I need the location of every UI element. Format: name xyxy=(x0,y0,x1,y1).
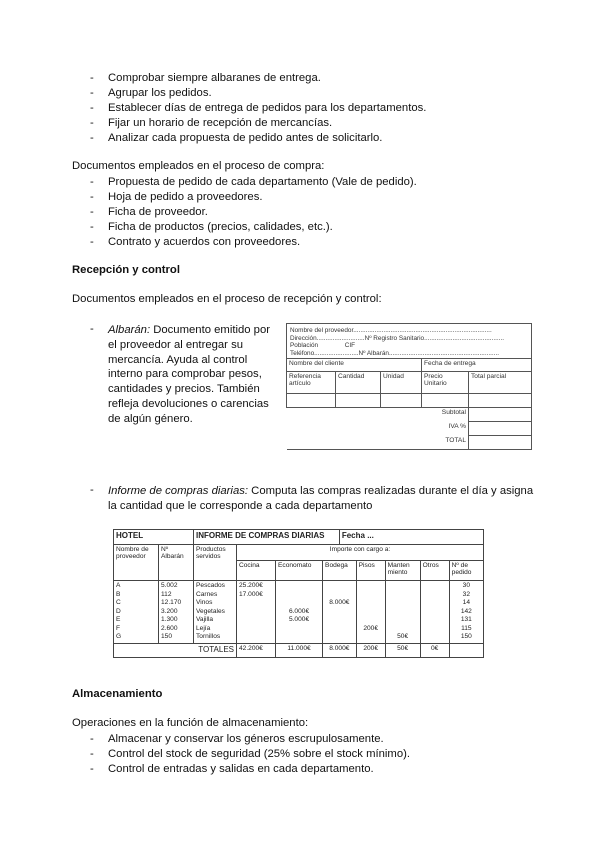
col-header: Manten miento xyxy=(385,561,420,581)
col-header: Cocina xyxy=(237,561,276,581)
col-header: Bodega xyxy=(323,561,357,581)
docs-purchase-intro: Documentos empleados en el proceso de compra: xyxy=(72,160,325,172)
total-cell: 0€ xyxy=(420,643,449,657)
pedido-column: 30 32 14 142 131 115 150 xyxy=(449,581,483,644)
col-header: Cantidad xyxy=(336,372,381,394)
importe-header: Importe con cargo a: xyxy=(237,545,484,561)
total-cell: 11.000€ xyxy=(276,643,323,657)
col-header: Productos servidos xyxy=(194,545,237,581)
col-header: Unidad xyxy=(381,372,422,394)
dash: - xyxy=(90,484,94,496)
col-header: Nº de pedido xyxy=(449,561,483,581)
total-label: TOTAL xyxy=(287,436,469,450)
products-column: Pescados Carnes Vinos Vegetales Vajilla Lejía Tornillos xyxy=(194,581,237,644)
col-header: Otros xyxy=(420,561,449,581)
informe-term: Informe de compras diarias: xyxy=(108,485,249,497)
economato-column: 6.000€ 5.000€ xyxy=(276,581,323,644)
total-cell: 8.000€ xyxy=(323,643,357,657)
albaran-description: Albarán: Documento emitido por el proveedor al entregar su mercancía. Ayuda al control interno para comprobar pesos, cantidades y precios. También refleja devoluciones o carencias de algún género. xyxy=(108,324,271,425)
supplier-block: Nombre del proveedor.............................................................................. Dirección...........................Nº Registro Sanitario............................................. Población CIF Teléfono.........................Nº Albarán.............................................................. xyxy=(286,323,532,358)
reception-intro: Documentos empleados en el proceso de recepción y control: xyxy=(72,293,382,305)
dash: - xyxy=(90,323,94,335)
col-header: Nº Albarán xyxy=(159,545,194,581)
albaran-term: Albarán: xyxy=(108,324,151,336)
mantenimiento-column: 50€ xyxy=(385,581,420,644)
col-header: Economato xyxy=(276,561,323,581)
col-header: Referencia artículo xyxy=(287,372,336,394)
informe-description: Informe de compras diarias: Computa las compras realizadas durante el día y asigna la cantidad que le corresponde a cada departamento xyxy=(108,485,534,512)
albaran-table xyxy=(286,358,532,450)
report-title: INFORME DE COMPRAS DIARIAS xyxy=(194,530,340,545)
col-header: Nombre de proveedor xyxy=(114,545,159,581)
bodega-column: 8.000€ xyxy=(323,581,357,644)
albaran-column: 5.002 112 12.170 3.200 1.300 2.600 150 xyxy=(159,581,194,644)
col-header: Precio Unitario xyxy=(422,372,469,394)
col-header: Pisos xyxy=(356,561,385,581)
storage-intro: Operaciones en la función de almacenamiento: xyxy=(72,717,309,729)
daily-purchases-report xyxy=(113,529,484,658)
hotel-cell: HOTEL xyxy=(114,530,194,545)
total-cell: 50€ xyxy=(385,643,420,657)
total-cell: 200€ xyxy=(356,643,385,657)
iva-label: IVA % xyxy=(287,422,469,436)
totales-label: TOTALES xyxy=(114,643,237,657)
cocina-column: 25.200€ 17.000€ xyxy=(237,581,276,644)
storage-heading: Almacenamiento xyxy=(72,688,163,700)
fecha-cell: Fecha ... xyxy=(339,530,483,545)
albaran-form xyxy=(286,323,532,450)
col-header: Total parcial xyxy=(469,372,532,394)
pisos-column: 200€ xyxy=(356,581,385,644)
supplier-column: A B C D E F G xyxy=(114,581,159,644)
client-cell: Nombre del cliente xyxy=(287,359,422,372)
reception-heading: Recepción y control xyxy=(72,264,180,276)
total-cell: 42.200€ xyxy=(237,643,276,657)
delivery-cell: Fecha de entrega xyxy=(422,359,532,372)
subtotal-label: Subtotal xyxy=(287,408,469,422)
otros-column xyxy=(420,581,449,644)
